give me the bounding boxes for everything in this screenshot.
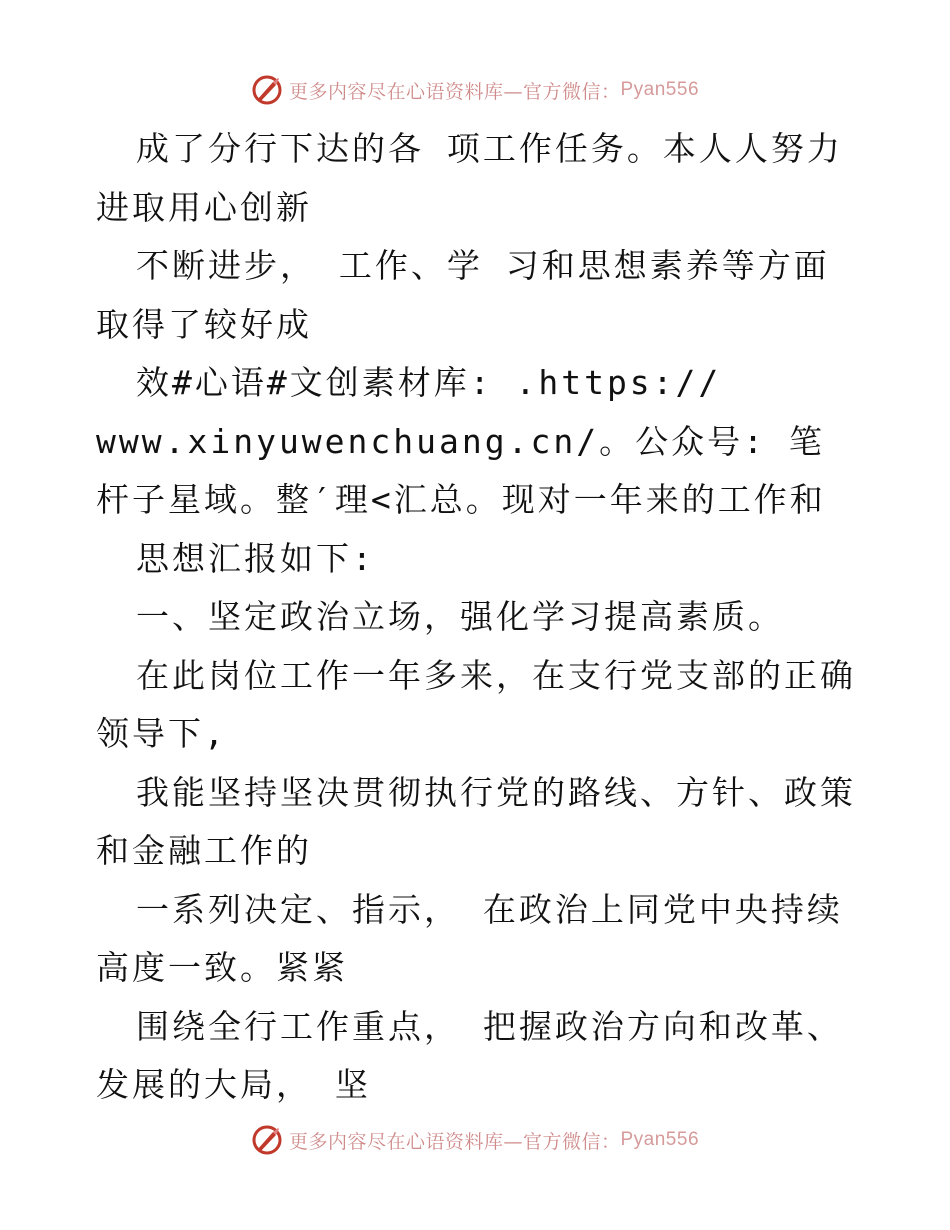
paragraph: www.xinyuwenchuang.cn/。公众号: 笔杆子星域。整′理<汇总。现对一年来的工作和 [96,421,826,519]
quill-logo-icon [251,1124,283,1156]
paragraph: 在此岗位工作一年多来，在支行党支部的正确领导下, [96,655,856,753]
paragraph: 一、坚定政治立场，强化学习提高素质。 [136,597,784,636]
paragraph: 效#心语#文创素材库: .https:// [136,363,722,402]
paragraph: 一系列决定、指示， 在政治上同党中央持续高度一致。紧紧 [96,889,843,987]
quill-logo-icon [251,74,283,106]
paragraph: 不断进步， 工作、学 习和思想素养等方面取得了较好成 [96,246,830,344]
paragraph: 围绕全行工作重点， 把握政治方向和改革、发展的大局， 坚 [96,1006,843,1104]
banner-wechat-id: Pyan556 [620,79,700,100]
paragraph: 成了分行下达的各 项工作任务。本人人努力进取用心创新 [96,129,843,227]
document-body [96,120,856,1115]
paragraph: 思想汇报如下: [136,538,375,578]
banner-wechat-id: Pyan556 [620,1129,700,1150]
header-watermark-banner [0,70,950,110]
footer-watermark-banner [0,1120,950,1160]
paragraph: 我能坚持坚决贯彻执行党的路线、方针、政策和金融工作的 [96,772,856,870]
banner-text: 更多内容尽在心语资料库—官方微信： [288,80,621,103]
banner-text: 更多内容尽在心语资料库—官方微信： [288,1130,621,1153]
